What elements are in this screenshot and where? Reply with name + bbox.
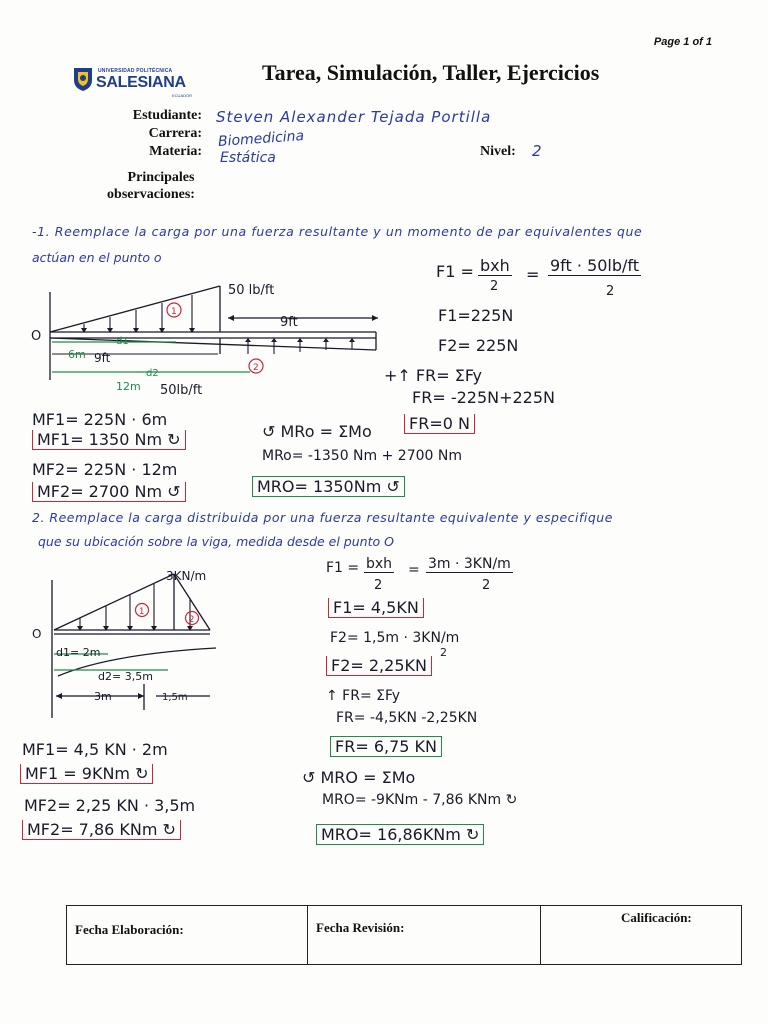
p2-region1-label: 1 — [139, 607, 145, 617]
p2-f2-result: F2= 2,25KN — [326, 656, 432, 676]
p1-f1-den: 2 — [490, 279, 499, 294]
p1-f1-lhs: F1 = — [436, 262, 474, 281]
logo-sub-line: ECUADOR — [172, 93, 193, 98]
p1-mro-equation: ↺ MRo = ΣMo — [262, 422, 372, 441]
fecha-elaboracion-cell — [67, 906, 308, 964]
p2-mf1-calc: MF1= 4,5 KN · 2m — [22, 740, 168, 759]
shield-icon — [72, 66, 94, 92]
materia-value: Estática — [220, 150, 276, 166]
p2-origin-label: O — [32, 627, 42, 641]
p1-fr-result: FR=0 N — [404, 414, 475, 434]
calificacion-cell — [541, 906, 741, 964]
p2-load-label: 3KN/m — [166, 569, 207, 583]
p2-d1-label: d1= 2m — [56, 646, 101, 659]
p2-f1-den: 2 — [374, 578, 383, 593]
evaluation-footer-table — [66, 905, 742, 965]
p2-fr-calc: FR= -4,5KN -2,25KN — [336, 710, 478, 726]
p2-span1-label: 3m — [94, 690, 112, 703]
estudiante-label: Estudiante: — [132, 108, 202, 123]
university-logo — [72, 62, 202, 106]
p2-f1-num: bxh — [366, 556, 393, 572]
problem2-beam-diagram — [30, 562, 260, 720]
p2-f2-calc-den: 2 — [440, 646, 447, 659]
load-top-label: 50 lb/ft — [228, 283, 275, 298]
p1-mro-result: MRO= 1350Nm ↺ — [252, 476, 405, 497]
region2-label: 2 — [253, 363, 259, 373]
p1-mf1-result: MF1= 1350 Nm ↻ — [32, 430, 186, 450]
p1-fr-calc: FR= -225N+225N — [412, 388, 556, 407]
nivel-label: Nivel: — [480, 144, 516, 159]
p2-fr-result: FR= 6,75 KN — [330, 736, 442, 757]
problem2-statement-line1: 2. Reemplace la carga distribuida por una fuerza resultante equivalente y especifique — [32, 510, 613, 525]
p1-f1-den2: 2 — [606, 284, 615, 299]
d1-value: 6m — [68, 348, 86, 361]
p2-f1-lhs: F1 = — [326, 560, 360, 576]
fecha-revision-label: Fecha Revisión: — [316, 920, 405, 935]
observaciones-label-2: observaciones: — [107, 187, 195, 202]
p1-mf2-calc: MF2= 225N · 12m — [32, 460, 178, 479]
p2-f1-eq: = — [408, 562, 420, 578]
d2-value: 12m — [116, 380, 141, 393]
p1-f1-num2: 9ft · 50lb/ft — [550, 256, 640, 275]
origin-label-o: O — [31, 329, 42, 344]
fecha-elaboracion-label: Fecha Elaboración: — [75, 922, 184, 937]
problem1-statement-line1: -1. Reemplace la carga por una fuerza resultante y un momento de par equivalentes que — [32, 224, 643, 239]
p1-mf2-result: MF2= 2700 Nm ↺ — [32, 482, 186, 502]
fecha-revision-cell — [308, 906, 541, 964]
d2-label: d2 — [146, 368, 159, 379]
problem2-statement-line2: que su ubicación sobre la viga, medida desde el punto O — [38, 534, 394, 549]
page-number: Page 1 of 1 — [653, 36, 712, 48]
p1-mf1-calc: MF1= 225N · 6m — [32, 410, 168, 429]
p2-mro-calc: MRO= -9KNm - 7,86 KNm ↻ — [322, 792, 518, 808]
materia-label: Materia: — [149, 144, 202, 159]
calificacion-label: Calificación: — [621, 910, 692, 925]
load-bottom-label: 50lb/ft — [160, 383, 203, 398]
carrera-value: Biomedicina — [217, 128, 305, 150]
p2-mf2-result: MF2= 7,86 KNm ↻ — [22, 820, 181, 840]
logo-top-line: UNIVERSIDAD POLITÉCNICA — [98, 68, 173, 74]
carrera-label: Carrera: — [148, 126, 202, 141]
region1-label: 1 — [171, 307, 177, 317]
span-label: 9ft — [280, 315, 298, 330]
p2-mf1-result: MF1 = 9KNm ↻ — [20, 764, 153, 784]
logo-name: SALESIANA — [96, 74, 186, 91]
p1-f2-result: F2= 225N — [438, 336, 519, 355]
p2-f1-result: F1= 4,5KN — [328, 598, 424, 618]
nivel-value: 2 — [532, 142, 542, 160]
problem1-statement-line2: actúan en el punto o — [32, 250, 162, 265]
p1-f1-num: bxh — [480, 256, 510, 275]
span-bottom-label: 9ft — [94, 351, 111, 365]
p2-f1-den2: 2 — [482, 578, 491, 593]
p1-mro-calc: MRo= -1350 Nm + 2700 Nm — [262, 448, 462, 464]
p2-d2-label: d2= 3,5m — [98, 670, 153, 683]
p2-f1-num2: 3m · 3KN/m — [428, 556, 511, 572]
p2-mro-result: MRO= 16,86KNm ↻ — [316, 824, 484, 845]
p2-span2-label: 1,5m — [162, 692, 188, 703]
observaciones-label-1: Principales — [127, 170, 195, 185]
p1-f1-result: F1=225N — [438, 306, 514, 325]
d1-label: d1 — [116, 336, 129, 347]
p2-mro-equation: ↺ MRO = ΣMo — [302, 768, 416, 787]
p2-region2-label: 2 — [189, 615, 195, 625]
p2-fr-equation: ↑ FR= ΣFy — [326, 688, 401, 704]
p1-fr-equation: +↑ FR= ΣFy — [384, 366, 483, 385]
estudiante-value: Steven Alexander Tejada Portilla — [216, 108, 492, 126]
page-title: Tarea, Simulación, Taller, Ejercicios — [262, 60, 600, 85]
p2-f2-calc: F2= 1,5m · 3KN/m — [330, 630, 460, 646]
problem1-beam-diagram — [28, 272, 408, 402]
p1-f1-eq: = — [526, 265, 540, 284]
p2-mf2-calc: MF2= 2,25 KN · 3,5m — [24, 796, 196, 815]
